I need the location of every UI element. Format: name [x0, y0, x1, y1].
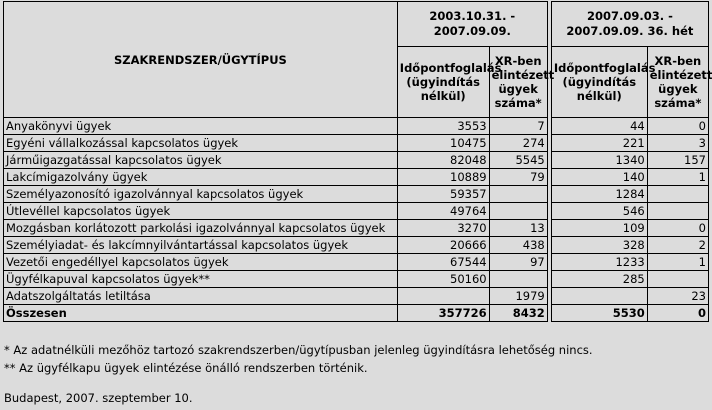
p2-booking-cell: 1284 — [551, 186, 647, 203]
row-label: Mozgásban korlátozott parkolási igazolvánnyal kapcsolatos ügyek — [4, 220, 398, 237]
p2-xr-cell: 157 — [647, 152, 708, 169]
p2-xr-header: XR-ben elintézett ügyek száma* — [647, 47, 708, 118]
p2-xr-cell: 0 — [647, 305, 708, 322]
p2-xr-cell: 3 — [647, 135, 708, 152]
p1-booking-header: Időpontfoglalás (ügyindítás nélkül) — [397, 47, 489, 118]
table-row — [4, 203, 709, 220]
p1-xr-cell: 97 — [489, 254, 547, 271]
row-label: Útlevéllel kapcsolatos ügyek — [4, 203, 398, 220]
row-label: Járműigazgatással kapcsolatos ügyek — [4, 152, 398, 169]
p2-xr-cell: 1 — [647, 169, 708, 186]
statistics-table — [3, 1, 712, 322]
p2-booking-cell: 328 — [551, 237, 647, 254]
table-row — [4, 254, 709, 271]
p1-xr-cell — [489, 203, 547, 220]
p1-booking-cell: 10475 — [397, 135, 489, 152]
p1-booking-cell: 49764 — [397, 203, 489, 220]
p2-xr-cell: 2 — [647, 237, 708, 254]
row-label: Személyazonosító igazolvánnyal kapcsolatos ügyek — [4, 186, 398, 203]
p1-booking-cell: 67544 — [397, 254, 489, 271]
row-label: Anyakönyvi ügyek — [4, 118, 398, 135]
p2-booking-cell — [551, 288, 647, 305]
row-label: Vezetői engedéllyel kapcsolatos ügyek — [4, 254, 398, 271]
p2-booking-cell: 44 — [551, 118, 647, 135]
p2-xr-cell: 23 — [647, 288, 708, 305]
p2-xr-cell — [647, 271, 708, 288]
footnote-2: ** Az ügyfélkapu ügyek elintézése önálló rendszerben történik. — [4, 361, 368, 375]
p2-booking-cell: 109 — [551, 220, 647, 237]
table-row — [4, 237, 709, 254]
p2-booking-cell: 140 — [551, 169, 647, 186]
row-label: Egyéni vállalkozással kapcsolatos ügyek — [4, 135, 398, 152]
p1-xr-cell — [489, 271, 547, 288]
period1-header: 2003.10.31. - 2007.09.09. — [397, 2, 547, 47]
period2-header: 2007.09.03. - 2007.09.09. 36. hét — [551, 2, 708, 47]
p1-booking-cell — [397, 288, 489, 305]
p1-xr-cell — [489, 186, 547, 203]
row-label: Személyiadat- és lakcímnyilvántartással kapcsolatos ügyek — [4, 237, 398, 254]
footnotes — [4, 341, 593, 407]
p2-booking-cell: 546 — [551, 203, 647, 220]
p2-xr-cell: 0 — [647, 220, 708, 237]
p1-booking-cell: 10889 — [397, 169, 489, 186]
place-date: Budapest, 2007. szeptember 10. — [4, 391, 193, 405]
p1-booking-cell: 20666 — [397, 237, 489, 254]
table-row — [4, 152, 709, 169]
p2-booking-cell: 1233 — [551, 254, 647, 271]
p2-xr-cell — [647, 203, 708, 220]
total-row — [4, 305, 709, 322]
p1-xr-cell: 1979 — [489, 288, 547, 305]
p2-booking-cell: 285 — [551, 271, 647, 288]
p2-xr-cell: 1 — [647, 254, 708, 271]
p1-booking-cell: 82048 — [397, 152, 489, 169]
table-row — [4, 186, 709, 203]
p1-xr-cell: 13 — [489, 220, 547, 237]
p1-xr-cell: 79 — [489, 169, 547, 186]
row-label: Ügyfélkapuval kapcsolatos ügyek** — [4, 271, 398, 288]
p1-xr-cell: 438 — [489, 237, 547, 254]
p1-xr-cell: 7 — [489, 118, 547, 135]
p1-xr-cell: 8432 — [489, 305, 547, 322]
p2-xr-cell — [647, 186, 708, 203]
p1-xr-cell: 274 — [489, 135, 547, 152]
row-label: Lakcímigazolvány ügyek — [4, 169, 398, 186]
p1-booking-cell: 357726 — [397, 305, 489, 322]
footnote-1: * Az adatnélküli mezőhöz tartozó szakrendszerben/ügytípusban jelenleg ügyindításra lehetőség nincs. — [4, 343, 593, 357]
row-label: Összesen — [4, 305, 398, 322]
p1-booking-cell: 3553 — [397, 118, 489, 135]
p1-xr-header: XR-ben elintézett ügyek száma* — [489, 47, 547, 118]
p1-booking-cell: 3270 — [397, 220, 489, 237]
p1-xr-cell: 5545 — [489, 152, 547, 169]
p2-booking-cell: 5530 — [551, 305, 647, 322]
category-header: SZAKRENDSZER/ÜGYTÍPUS — [4, 2, 398, 118]
p2-booking-header: Időpontfoglalás (ügyindítás nélkül) — [551, 47, 647, 118]
table-body — [4, 118, 709, 322]
p2-xr-cell: 0 — [647, 118, 708, 135]
table-row — [4, 169, 709, 186]
p2-booking-cell: 221 — [551, 135, 647, 152]
p1-booking-cell: 50160 — [397, 271, 489, 288]
table-row — [4, 220, 709, 237]
table-row — [4, 135, 709, 152]
table-row — [4, 118, 709, 135]
table-row — [4, 271, 709, 288]
p1-booking-cell: 59357 — [397, 186, 489, 203]
row-label: Adatszolgáltatás letiltása — [4, 288, 398, 305]
p2-booking-cell: 1340 — [551, 152, 647, 169]
table-row — [4, 288, 709, 305]
